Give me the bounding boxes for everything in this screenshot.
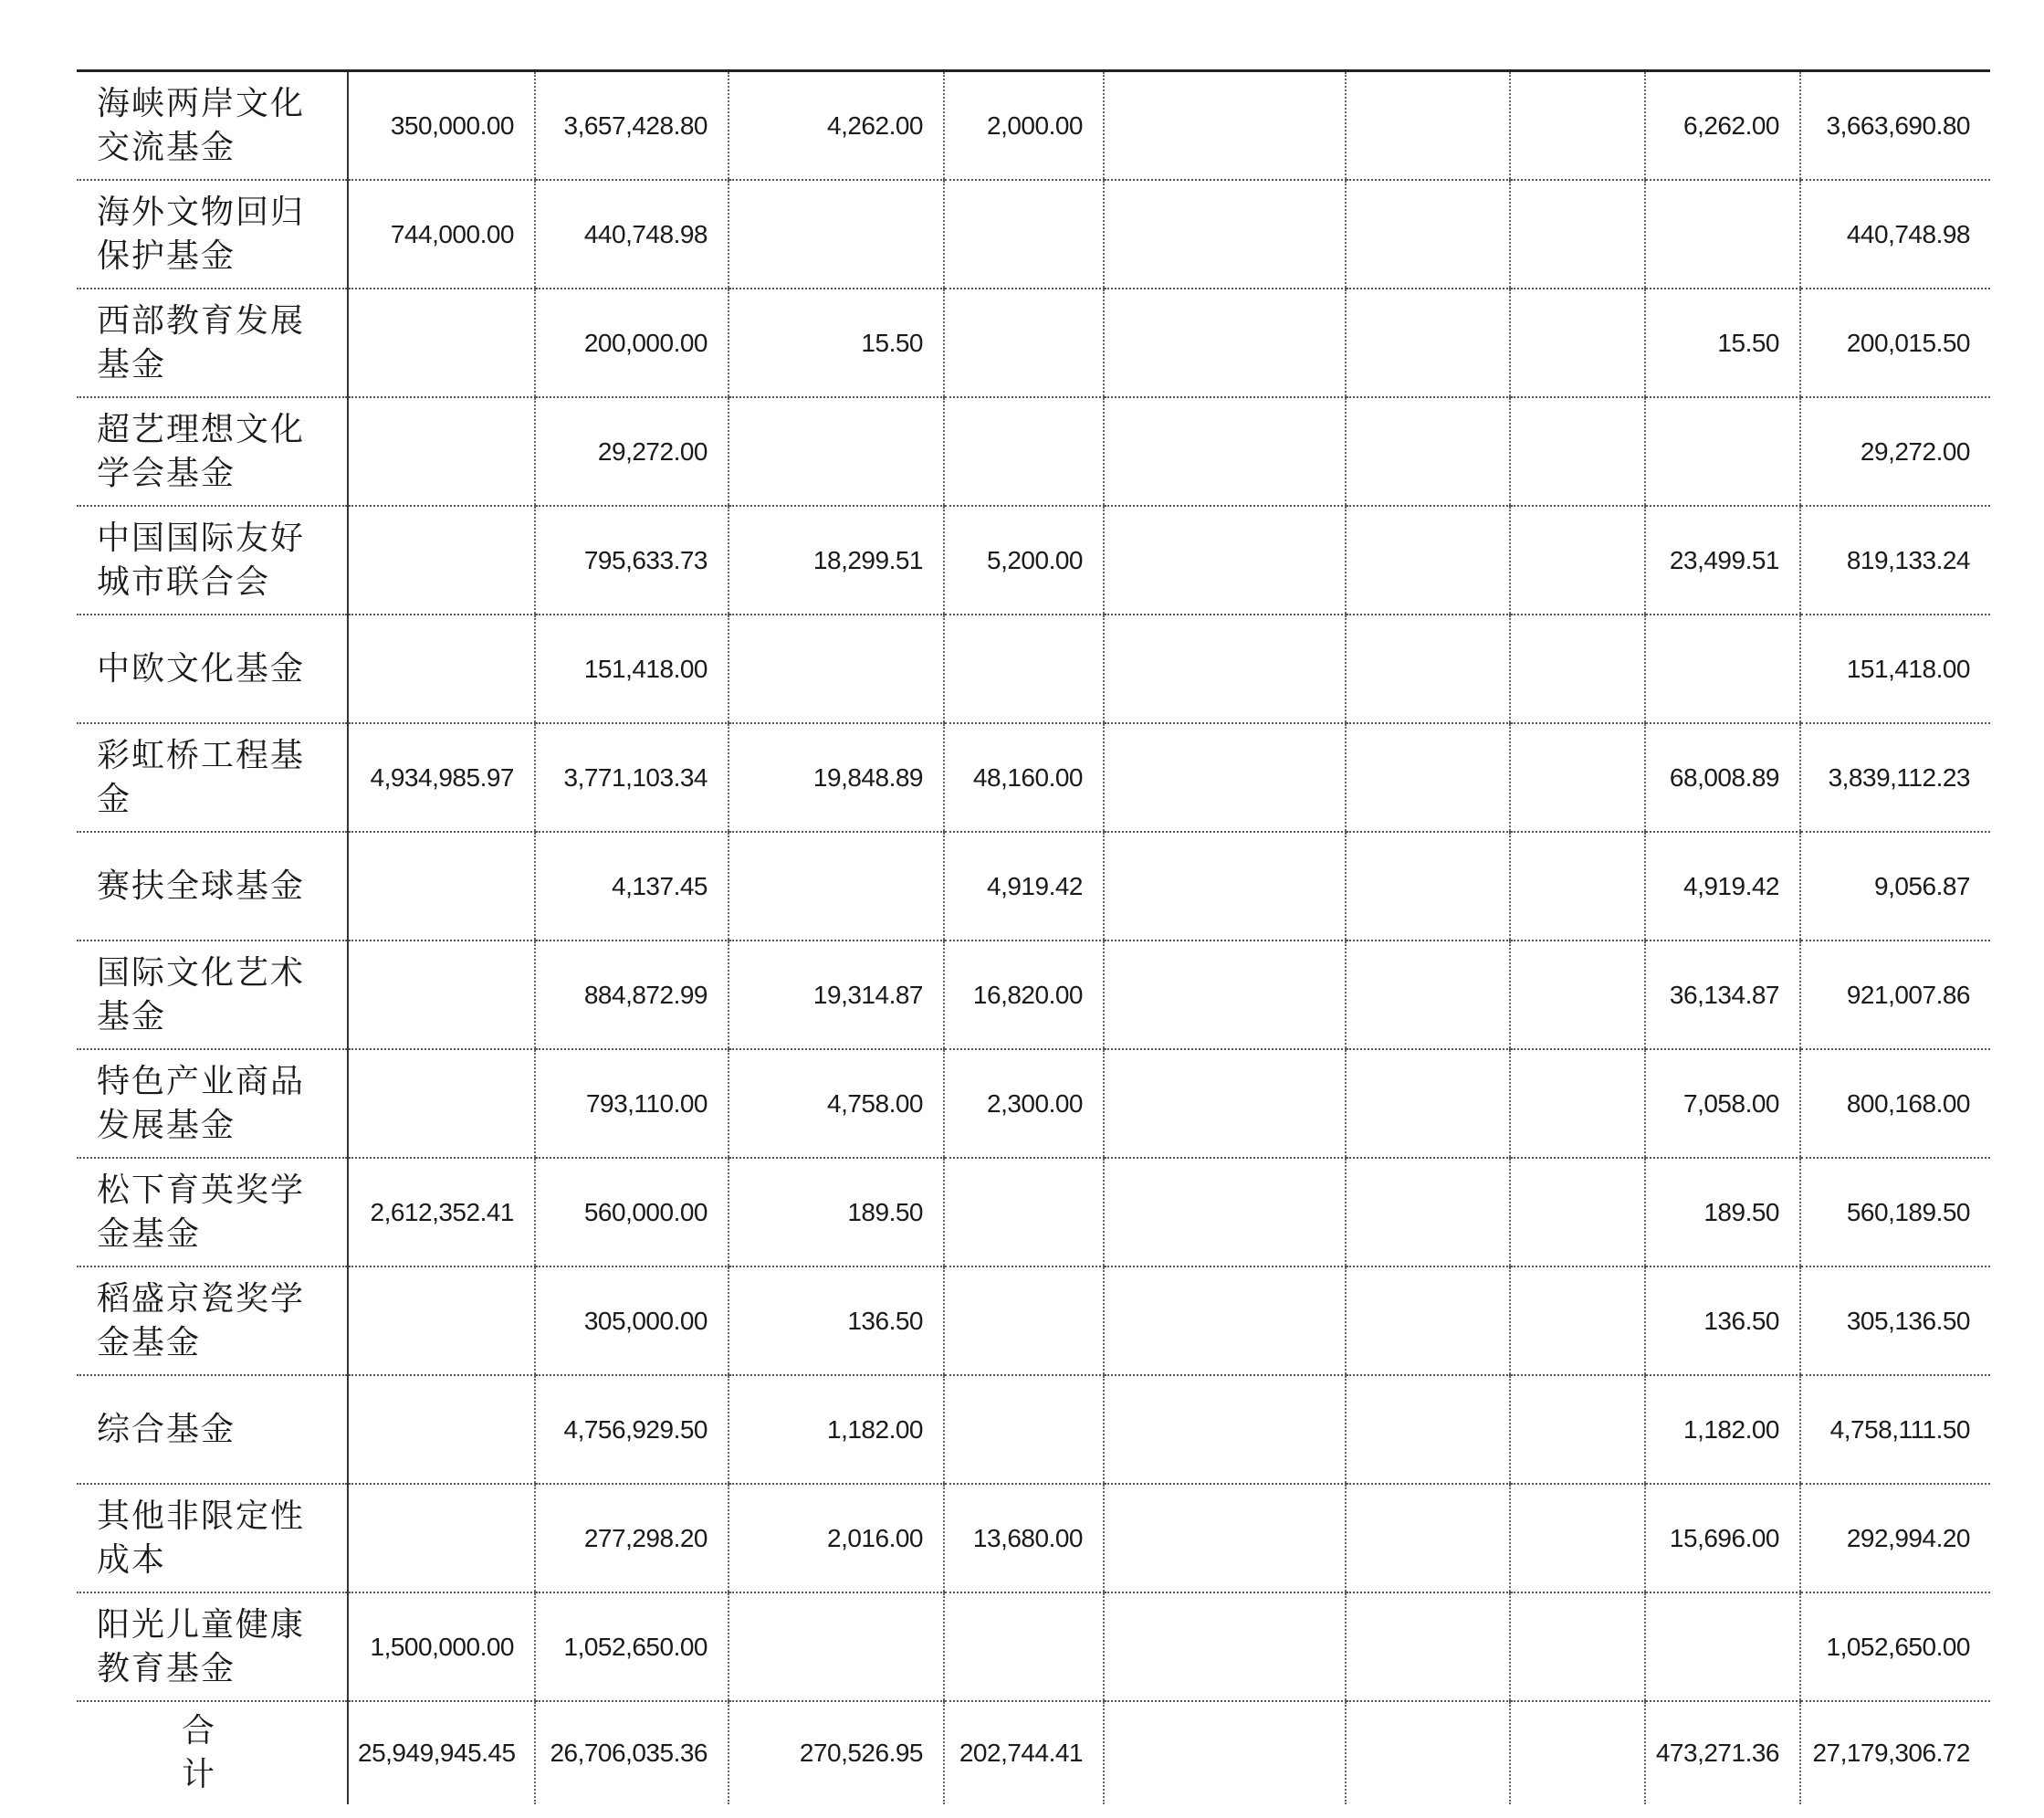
- amount-cell: 560,189.50: [1800, 1158, 1990, 1266]
- table-row: [77, 1266, 1990, 1375]
- amount-cell: 3,771,103.34: [535, 723, 729, 832]
- amount-cell: 3,839,112.23: [1800, 723, 1990, 832]
- amount-cell: [348, 615, 535, 723]
- amount-cell: 2,016.00: [729, 1484, 944, 1592]
- amount-cell: 29,272.00: [1800, 397, 1990, 506]
- amount-cell: 15.50: [1645, 289, 1800, 397]
- amount-cell: 200,000.00: [535, 289, 729, 397]
- amount-cell: 440,748.98: [1800, 180, 1990, 289]
- fund-name-cell: 海峡两岸文化交流基金: [77, 71, 348, 181]
- amount-cell: [1510, 506, 1645, 615]
- table-row: [77, 1375, 1990, 1484]
- fund-table: [77, 69, 1990, 1804]
- amount-cell: 13,680.00: [944, 1484, 1104, 1592]
- amount-cell: [348, 1266, 535, 1375]
- table-row: [77, 941, 1990, 1049]
- amount-cell: [944, 289, 1104, 397]
- amount-cell: [1346, 1375, 1510, 1484]
- amount-cell: [1510, 180, 1645, 289]
- table-row: [77, 1158, 1990, 1266]
- amount-cell: 277,298.20: [535, 1484, 729, 1592]
- amount-cell: [944, 180, 1104, 289]
- table-row: [77, 1049, 1990, 1158]
- amount-cell: [1346, 71, 1510, 181]
- fund-name-cell: 彩虹桥工程基金: [77, 723, 348, 832]
- amount-cell: [729, 832, 944, 941]
- table-row: [77, 1484, 1990, 1592]
- amount-cell: [1510, 615, 1645, 723]
- amount-cell: [348, 941, 535, 1049]
- amount-cell: [729, 180, 944, 289]
- amount-cell: 4,756,929.50: [535, 1375, 729, 1484]
- amount-cell: 4,137.45: [535, 832, 729, 941]
- amount-cell: [1104, 71, 1346, 181]
- amount-cell: 560,000.00: [535, 1158, 729, 1266]
- fund-name-cell: 稻盛京瓷奖学金基金: [77, 1266, 348, 1375]
- amount-cell: [1510, 397, 1645, 506]
- amount-cell: 795,633.73: [535, 506, 729, 615]
- amount-cell: [1510, 71, 1645, 181]
- fund-name-cell: 海外文物回归保护基金: [77, 180, 348, 289]
- fund-name-cell: 合计: [181, 1712, 288, 1793]
- amount-cell: 48,160.00: [944, 723, 1104, 832]
- table-row: [77, 71, 1990, 181]
- amount-cell: [1104, 832, 1346, 941]
- amount-cell: 1,182.00: [729, 1375, 944, 1484]
- amount-cell: 16,820.00: [944, 941, 1104, 1049]
- fund-name-cell: 超艺理想文化学会基金: [77, 397, 348, 506]
- amount-cell: [1346, 832, 1510, 941]
- amount-cell: [1346, 941, 1510, 1049]
- table-row: [77, 723, 1990, 832]
- amount-cell: 7,058.00: [1645, 1049, 1800, 1158]
- amount-cell: [1104, 1266, 1346, 1375]
- amount-cell: [1346, 1158, 1510, 1266]
- amount-cell: [1346, 1266, 1510, 1375]
- amount-cell: [1510, 1592, 1645, 1701]
- amount-cell: 202,744.41: [944, 1701, 1104, 1804]
- table-row: [77, 397, 1990, 506]
- fund-name-cell: 国际文化艺术基金: [77, 941, 348, 1049]
- amount-cell: [1346, 615, 1510, 723]
- amount-cell: 4,758,111.50: [1800, 1375, 1990, 1484]
- amount-cell: 26,706,035.36: [535, 1701, 729, 1804]
- amount-cell: 23,499.51: [1645, 506, 1800, 615]
- amount-cell: [1104, 615, 1346, 723]
- amount-cell: [729, 1592, 944, 1701]
- amount-cell: [1104, 180, 1346, 289]
- amount-cell: [1346, 1049, 1510, 1158]
- amount-cell: [1510, 1375, 1645, 1484]
- amount-cell: 151,418.00: [535, 615, 729, 723]
- amount-cell: 305,000.00: [535, 1266, 729, 1375]
- amount-cell: [1510, 941, 1645, 1049]
- amount-cell: 5,200.00: [944, 506, 1104, 615]
- amount-cell: 305,136.50: [1800, 1266, 1990, 1375]
- amount-cell: [1104, 1592, 1346, 1701]
- amount-cell: [1346, 723, 1510, 832]
- amount-cell: [1645, 615, 1800, 723]
- fund-name-cell: 综合基金: [77, 1375, 348, 1484]
- fund-table-sheet: [77, 69, 1990, 1804]
- amount-cell: [1510, 289, 1645, 397]
- amount-cell: 2,300.00: [944, 1049, 1104, 1158]
- amount-cell: 350,000.00: [348, 71, 535, 181]
- amount-cell: 3,657,428.80: [535, 71, 729, 181]
- amount-cell: [729, 615, 944, 723]
- amount-cell: [1346, 397, 1510, 506]
- amount-cell: 151,418.00: [1800, 615, 1990, 723]
- amount-cell: 9,056.87: [1800, 832, 1990, 941]
- amount-cell: 4,934,985.97: [348, 723, 535, 832]
- amount-cell: 36,134.87: [1645, 941, 1800, 1049]
- table-row: [77, 506, 1990, 615]
- fund-name-cell: 中国国际友好城市联合会: [77, 506, 348, 615]
- amount-cell: 1,052,650.00: [535, 1592, 729, 1701]
- amount-cell: [1104, 397, 1346, 506]
- amount-cell: [1346, 180, 1510, 289]
- amount-cell: 292,994.20: [1800, 1484, 1990, 1592]
- amount-cell: [1104, 1158, 1346, 1266]
- amount-cell: 25,949,945.45: [348, 1701, 535, 1804]
- amount-cell: [944, 1158, 1104, 1266]
- amount-cell: [944, 615, 1104, 723]
- amount-cell: [348, 1375, 535, 1484]
- table-row: [77, 1592, 1990, 1701]
- amount-cell: [944, 1375, 1104, 1484]
- amount-cell: 1,182.00: [1645, 1375, 1800, 1484]
- amount-cell: 3,663,690.80: [1800, 71, 1990, 181]
- amount-cell: [348, 832, 535, 941]
- amount-cell: [348, 397, 535, 506]
- amount-cell: 800,168.00: [1800, 1049, 1990, 1158]
- amount-cell: 4,758.00: [729, 1049, 944, 1158]
- amount-cell: [729, 397, 944, 506]
- amount-cell: 4,919.42: [944, 832, 1104, 941]
- amount-cell: [1104, 941, 1346, 1049]
- amount-cell: 19,314.87: [729, 941, 944, 1049]
- amount-cell: 18,299.51: [729, 506, 944, 615]
- amount-cell: 136.50: [729, 1266, 944, 1375]
- amount-cell: 189.50: [1645, 1158, 1800, 1266]
- amount-cell: 921,007.86: [1800, 941, 1990, 1049]
- amount-cell: [348, 1484, 535, 1592]
- amount-cell: [1104, 289, 1346, 397]
- fund-name-cell: 赛扶全球基金: [77, 832, 348, 941]
- amount-cell: [1645, 397, 1800, 506]
- fund-name-cell: 中欧文化基金: [77, 615, 348, 723]
- amount-cell: 19,848.89: [729, 723, 944, 832]
- amount-cell: [1510, 1158, 1645, 1266]
- amount-cell: 884,872.99: [535, 941, 729, 1049]
- amount-cell: 68,008.89: [1645, 723, 1800, 832]
- table-row: [77, 832, 1990, 941]
- amount-cell: [944, 1592, 1104, 1701]
- amount-cell: 15,696.00: [1645, 1484, 1800, 1592]
- amount-cell: 744,000.00: [348, 180, 535, 289]
- amount-cell: [1346, 289, 1510, 397]
- amount-cell: [1346, 1484, 1510, 1592]
- amount-cell: [1645, 1592, 1800, 1701]
- amount-cell: 15.50: [729, 289, 944, 397]
- amount-cell: [1104, 1701, 1346, 1804]
- amount-cell: [944, 1266, 1104, 1375]
- amount-cell: [1510, 832, 1645, 941]
- amount-cell: 6,262.00: [1645, 71, 1800, 181]
- amount-cell: [1510, 1266, 1645, 1375]
- amount-cell: 793,110.00: [535, 1049, 729, 1158]
- amount-cell: [348, 506, 535, 615]
- amount-cell: [348, 1049, 535, 1158]
- fund-name-cell: 西部教育发展基金: [77, 289, 348, 397]
- amount-cell: [1510, 1701, 1645, 1804]
- amount-cell: [1104, 1049, 1346, 1158]
- amount-cell: [1104, 1375, 1346, 1484]
- amount-cell: 2,612,352.41: [348, 1158, 535, 1266]
- fund-name-cell: 阳光儿童健康教育基金: [77, 1592, 348, 1701]
- amount-cell: [1346, 506, 1510, 615]
- table-body: [77, 71, 1990, 1805]
- fund-name-cell: 松下育英奖学金基金: [77, 1158, 348, 1266]
- amount-cell: [1104, 1484, 1346, 1592]
- fund-name-cell: 特色产业商品发展基金: [77, 1049, 348, 1158]
- amount-cell: [1346, 1701, 1510, 1804]
- amount-cell: 29,272.00: [535, 397, 729, 506]
- amount-cell: [1104, 506, 1346, 615]
- amount-cell: 4,919.42: [1645, 832, 1800, 941]
- amount-cell: 189.50: [729, 1158, 944, 1266]
- amount-cell: 27,179,306.72: [1800, 1701, 1990, 1804]
- amount-cell: [1645, 180, 1800, 289]
- amount-cell: 2,000.00: [944, 71, 1104, 181]
- amount-cell: 1,500,000.00: [348, 1592, 535, 1701]
- amount-cell: 1,052,650.00: [1800, 1592, 1990, 1701]
- amount-cell: 473,271.36: [1645, 1701, 1800, 1804]
- amount-cell: [1510, 1049, 1645, 1158]
- amount-cell: [348, 289, 535, 397]
- amount-cell: [1510, 1484, 1645, 1592]
- total-row: [77, 1701, 1990, 1804]
- amount-cell: [944, 397, 1104, 506]
- amount-cell: 4,262.00: [729, 71, 944, 181]
- table-row: [77, 615, 1990, 723]
- amount-cell: 136.50: [1645, 1266, 1800, 1375]
- table-row: [77, 180, 1990, 289]
- table-row: [77, 289, 1990, 397]
- amount-cell: [1510, 723, 1645, 832]
- amount-cell: 819,133.24: [1800, 506, 1990, 615]
- amount-cell: 440,748.98: [535, 180, 729, 289]
- amount-cell: 200,015.50: [1800, 289, 1990, 397]
- amount-cell: [1346, 1592, 1510, 1701]
- fund-name-cell: 其他非限定性成本: [77, 1484, 348, 1592]
- amount-cell: [1104, 723, 1346, 832]
- amount-cell: 270,526.95: [729, 1701, 944, 1804]
